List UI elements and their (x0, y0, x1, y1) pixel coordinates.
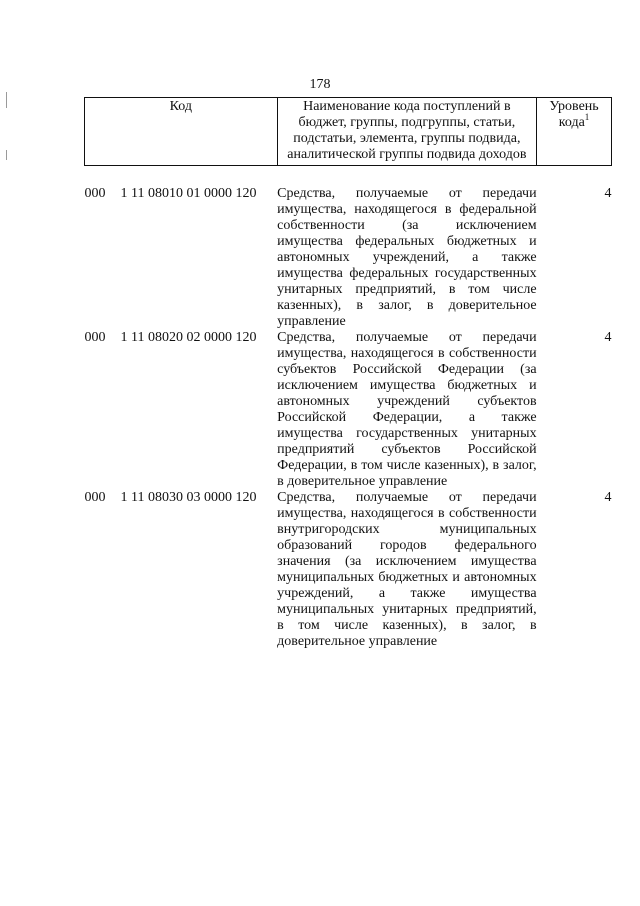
table-row (85, 490, 612, 650)
scan-edge-mark (6, 150, 7, 160)
code-cell (85, 490, 278, 650)
footnote-marker: 1 (584, 112, 590, 122)
spacer-row (85, 166, 612, 187)
level-cell: 4 (604, 490, 612, 505)
code-cell (85, 330, 278, 490)
name-cell: Средства, получаемые от передачи имущества, находящегося в федеральной собственности (за исключением имущества федеральных бюджетных и автономных учреждений, а также имущества федеральных государственных унитарных предприятий, в том числе казенных), в залог, в доверительное управление (277, 186, 537, 329)
name-cell: Средства, получаемые от передачи имущества, находящегося в собственности внутригородских муниципальных образований городов федерального значения (за исключением имущества муниципальных бюджетных и автономных учреждений, а также имущества муниципальных унитарных предприятий, в том числе казенных), в залог, в доверительное управление (277, 490, 537, 649)
name-cell: Средства, получаемые от передачи имущества, находящегося в собственности субъектов Российской Федерации (за исключением имущества бюджетных и автономных учреждений субъектов Российской Федерации, а также имущества государственных унитарных предприятий субъектов Российской Федерации, в том числе казенных), в залог, в доверительное управление (277, 330, 537, 489)
admin-code: 000 (84, 490, 106, 505)
header-level-line1: Уровень (549, 99, 599, 114)
revenue-codes-table (84, 97, 612, 650)
revenue-code: 1 11 08020 02 0000 120 (120, 330, 257, 345)
admin-code: 000 (84, 186, 106, 201)
table-row (85, 330, 612, 490)
table-row (85, 186, 612, 330)
header-name: Наименование кода поступлений в бюджет, группы, подгруппы, статьи, подстатьи, элемента, группы подвида, аналитической группы подвида доходов (277, 98, 536, 166)
revenue-code: 1 11 08010 01 0000 120 (120, 186, 257, 201)
header-level-word: кода (558, 115, 585, 130)
header-level (537, 98, 612, 166)
code-cell (85, 186, 278, 330)
revenue-code: 1 11 08030 03 0000 120 (120, 490, 257, 505)
header-level-line2 (540, 112, 608, 131)
table-header-row (85, 98, 612, 166)
page-number: 178 (309, 77, 331, 92)
header-code: Код (85, 98, 278, 166)
scan-edge-mark (6, 92, 7, 108)
level-cell: 4 (604, 186, 612, 201)
admin-code: 000 (84, 330, 106, 345)
level-cell: 4 (604, 330, 612, 345)
